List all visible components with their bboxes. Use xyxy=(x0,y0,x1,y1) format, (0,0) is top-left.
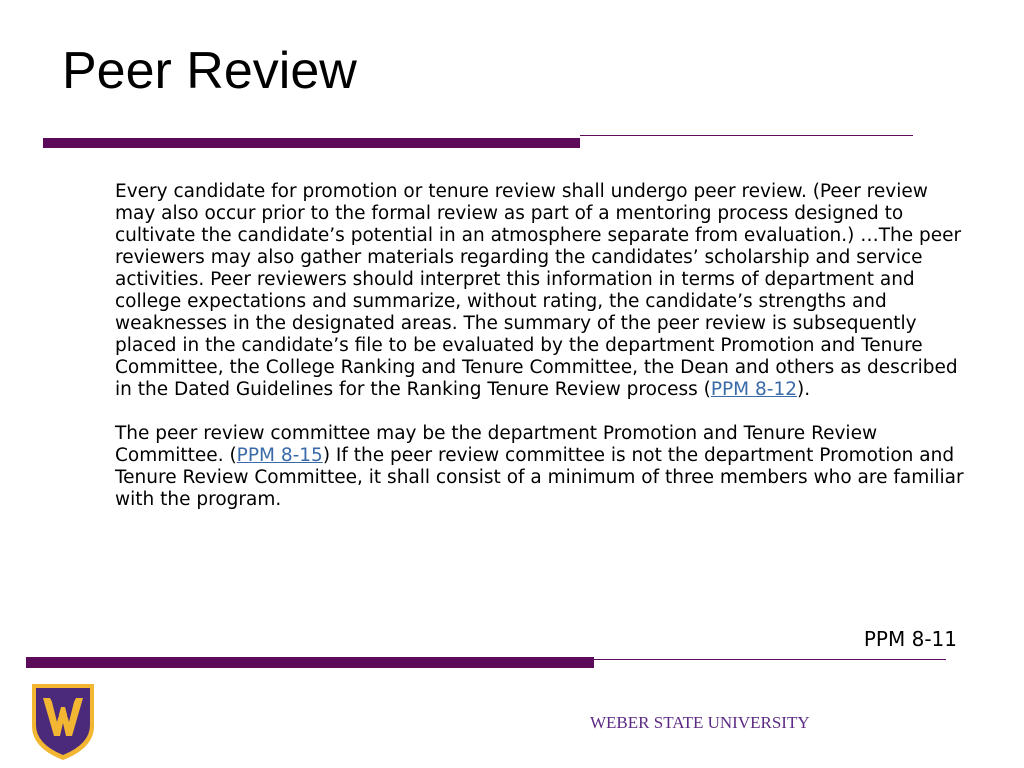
university-wordmark: WEBER STATE UNIVERSITY xyxy=(590,713,810,732)
paragraph-2-start: The peer review committee may be the department Promotion and Tenure Review Committee. ( xyxy=(115,423,878,466)
ppm-8-15-link[interactable]: PPM 8-15 xyxy=(236,445,323,466)
weber-state-shield-w-icon xyxy=(30,682,96,762)
paragraph-1-text: Every candidate for promotion or tenure review shall undergo peer review. (Peer review may also occur prior to the formal review as part of a mentoring process designed to cultivate the candidate’s potential in an atmosphere separate from evaluation.) …The peer reviewers may also gather materials regarding the candidates’ scholarship and service activities. Peer reviewers should interpret this information in terms of department and college expectations and summarize, without rating, the candidate’s strengths and weaknesses in the designated areas. The summary of the peer review is subsequently placed in the candidate’s file to be evaluated by the department Promotion and Tenure Committee, the College Ranking and Tenure Committee, the Dean and others as described in the Dated Guidelines for the Ranking Tenure Review process ( xyxy=(115,181,962,400)
title-divider-thick xyxy=(43,138,580,148)
paragraph-1-end: ). xyxy=(797,379,811,400)
paragraph-2-end: ) If the peer review committee is not the department Promotion and Tenure Review Committee, it shall consist of a minimum of three members who are familiar with the program. xyxy=(115,445,964,510)
footer-divider-thin xyxy=(594,659,946,660)
citation-ppm-8-11: PPM 8-11 xyxy=(863,627,957,651)
footer-divider-thick xyxy=(26,657,594,668)
paragraph-committee-composition xyxy=(115,423,967,511)
paragraph-peer-review-requirement xyxy=(115,181,967,401)
body-text xyxy=(115,181,967,533)
title-divider-thin xyxy=(580,135,913,136)
slide-title: Peer Review xyxy=(62,42,357,100)
ppm-8-12-link[interactable]: PPM 8-12 xyxy=(710,379,797,400)
